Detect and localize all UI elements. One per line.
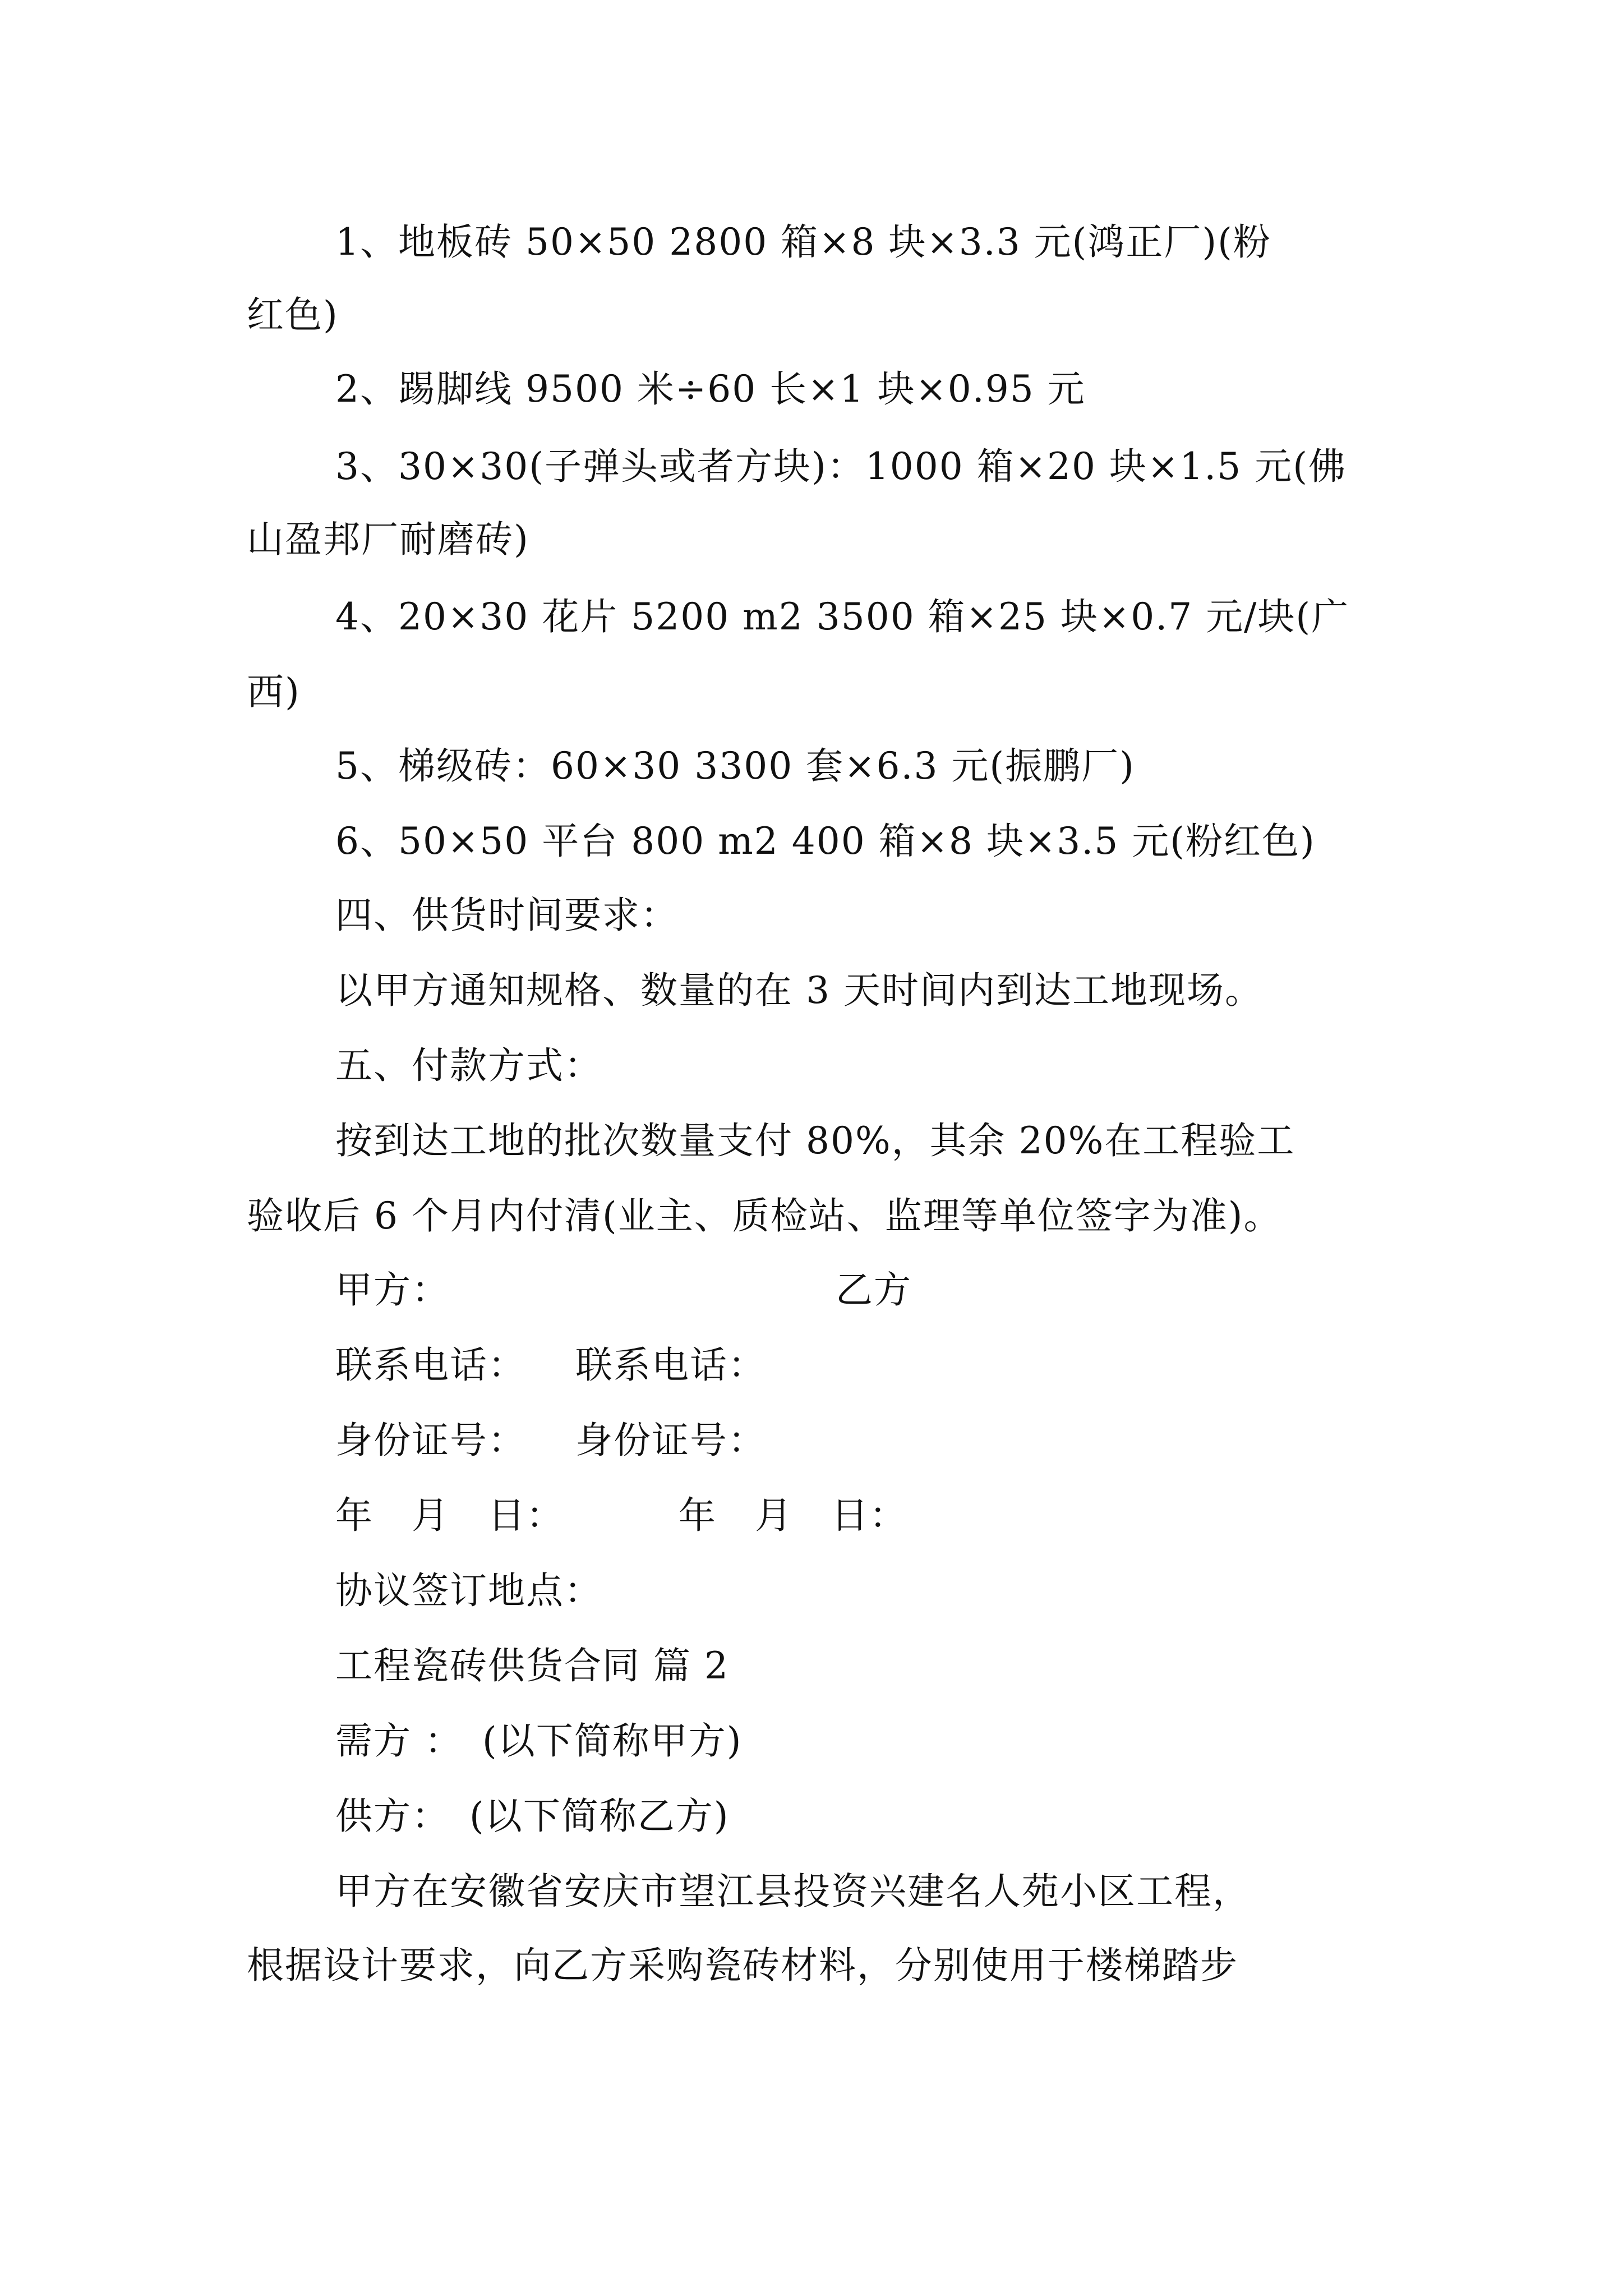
section-5-body-line-2: 验收后 6 个月内付清(业主、质检站、监理等单位签字为准)。 bbox=[247, 1194, 1282, 1237]
item-1-line-1: 1、地板砖 50×50 2800 箱×8 块×3.3 元(鸿正厂)(粉 bbox=[335, 220, 1271, 264]
item-3-line-1: 3、30×30(子弹头或者方块)：1000 箱×20 块×1.5 元(佛 bbox=[335, 445, 1347, 488]
date-a-label: 年 月 日： bbox=[335, 1494, 564, 1537]
date-row bbox=[335, 1493, 907, 1538]
item-4-line-2: 西) bbox=[247, 670, 301, 714]
section-4-body: 以甲方通知规格、数量的在 3 天时间内到达工地现场。 bbox=[335, 969, 1263, 1012]
item-6: 6、50×50 平台 800 m2 400 箱×8 块×3.5 元(粉红色) bbox=[335, 820, 1316, 863]
id-a-label: 身份证号： bbox=[335, 1419, 526, 1462]
party-b-label: 乙方 bbox=[836, 1268, 912, 1312]
section-4-heading: 四、供货时间要求： bbox=[335, 894, 679, 937]
signing-place: 协议签订地点： bbox=[335, 1569, 602, 1612]
buyer-line: 需方 ： (以下简称甲方) bbox=[335, 1719, 743, 1763]
id-b-label: 身份证号： bbox=[575, 1419, 766, 1462]
item-2: 2、踢脚线 9500 米÷60 长×1 块×0.95 元 bbox=[335, 367, 1086, 411]
party-a-label: 甲方： bbox=[335, 1268, 450, 1312]
part-2-title: 工程瓷砖供货合同 篇 2 bbox=[335, 1644, 729, 1687]
party-a-row bbox=[335, 1268, 912, 1313]
phone-b-label: 联系电话： bbox=[575, 1343, 766, 1387]
intro-line-1: 甲方在安徽省安庆市望江县投资兴建名人苑小区工程， bbox=[335, 1870, 1251, 1913]
item-5: 5、梯级砖：60×30 3300 套×6.3 元(振鹏厂) bbox=[335, 744, 1135, 788]
id-row bbox=[335, 1418, 766, 1463]
item-3-line-2: 山盈邦厂耐磨砖) bbox=[247, 518, 529, 561]
seller-line: 供方： (以下简称乙方) bbox=[335, 1795, 730, 1838]
date-b-label: 年 月 日： bbox=[679, 1494, 907, 1537]
item-1-line-2: 红色) bbox=[247, 293, 339, 337]
phone-row bbox=[335, 1343, 766, 1388]
section-5-heading: 五、付款方式： bbox=[335, 1044, 602, 1087]
item-4-line-1: 4、20×30 花片 5200 m2 3500 箱×25 块×0.7 元/块(广 bbox=[335, 595, 1350, 638]
phone-a-label: 联系电话： bbox=[335, 1343, 526, 1387]
intro-line-2: 根据设计要求，向乙方采购瓷砖材料，分别使用于楼梯踏步 bbox=[247, 1944, 1238, 1987]
section-5-body-line-1: 按到达工地的批次数量支付 80%，其余 20%在工程验工 bbox=[335, 1119, 1295, 1162]
